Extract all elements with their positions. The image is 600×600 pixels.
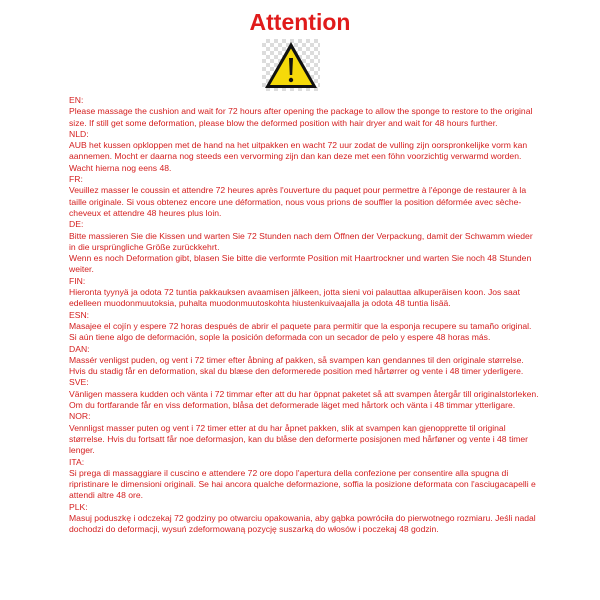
section-text-fr: Veuillez masser le coussin et attendre 72 heures après l'ouverture du paquet pour permettre à l'éponge de restaurer à la taille originale. Si vous obtenez encore une déformation, nous vous prions de souffler la position déformée avec sèche-cheveux et attendre 48 heures plus loin. [69, 185, 527, 218]
section-code-fr: FR: [69, 174, 83, 185]
section-text-sve: Vänligen massera kudden och vänta i 72 timmar efter att du har öppnat paketet så att svampen återgår till originalstorleken. Om du fortfarande får en viss deformation, blåsa det deformerade läget med hårtork och vänta i 48 timmar ytterligare. [69, 388, 539, 411]
section-text-de: Bitte massieren Sie die Kissen und warten Sie 72 Stunden nach dem Öffnen der Verpackung, damit der Schwamm wieder in die ursprüngliche Größe zurückkehrt. [69, 230, 533, 252]
section-text-nor: Vennligst masser puten og vent i 72 timer etter at du har åpnet pakken, slik at svampen kan gjenopprette til original størrelse. Hvis du fortsatt får noe deformasjon, kan du blåse den deformerte posisjonen med hårføner og vente i 48 timer lenger. [69, 422, 529, 456]
section-text-dan: Massér venligst puden, og vent i 72 timer efter åbning af pakken, så svampen kan gendannes til den originale størrelse. Hvis du stadig får en deformation, skal du blæse den deformerede position med hårtørrer og vente i 48 timer yderligere. [69, 354, 524, 377]
section-code-dan: DAN: [69, 343, 90, 354]
section-code-nld: NLD: [69, 128, 89, 139]
section-text-esn: Masajee el cojín y espere 72 horas después de abrir el paquete para permitir que la esponja recupere su tamaño original. Si aún tiene algo de deformación, sople la posición deformada con un secador de pelo y espere 48 horas más. [69, 320, 532, 343]
section-text-ita: Si prega di massaggiare il cuscino e attendere 72 ore dopo l'apertura della confezione per consentire alla spugna di ripristinare le dimensioni originali. Se hai ancora qualche deformazione, soffia la posizione deformata con l'asciugacapelli e attendi altre 48 ore. [69, 467, 536, 501]
section-text-plk: Masuj poduszkę i odczekaj 72 godziny po otwarciu opakowania, aby gąbka powróciła do pierwotnego rozmiaru. Jeśli nadal dochodzi do deformacji, wysuń zdeformowaną pozycję suszarką do włosów i poczekaj 48 godzin. [69, 512, 536, 535]
warning-sign [262, 39, 320, 91]
section-code-en: EN: [69, 95, 84, 105]
page-title: Attention [249, 9, 351, 35]
section-code-fin: FIN: [69, 275, 86, 286]
multilingual-instructions [69, 95, 539, 536]
section-code-nor: NOR: [69, 411, 91, 422]
section-text-fin: Hieronta tyynyä ja odota 72 tuntia pakkauksen avaamisen jälkeen, jotta sieni voi palauttaa alkuperäisen koon. Jos saat edelleen muodonmuutoksia, puhalta muodonmuutoskohta hiustenkuivaajalla ja odota 48 tuntia lisää. [69, 287, 520, 309]
section-code-ita: ITA: [69, 456, 85, 467]
section-text-nld: AUB het kussen opkloppen met de hand na het uitpakken en wacht 72 uur zodat de vulling zijn oorspronkelijke vorm kan aannemen. Mocht er daarna nog steeds een vervorming zijn dan kan deze met een föhn voorzichtig verwarmd worden. Wacht hierna nog eens 48. [69, 140, 528, 173]
section-code-plk: PLK: [69, 501, 88, 512]
section-code-de: DE: [69, 219, 84, 230]
warning-triangle-icon [262, 39, 320, 91]
section-text-de-2: Wenn es noch Deformation gibt, blasen Sie bitte die verformte Position mit Haartrockner und warten Sie noch 48 Stunden weiter. [69, 253, 532, 275]
section-code-sve: SVE: [69, 377, 89, 388]
section-text-en: Please massage the cushion and wait for 72 hours after opening the package to allow the sponge to restore to the original size. If still get some deformation, please blow the deformed position with hair dryer and wait for 48 hours further. [69, 106, 533, 128]
section-code-esn: ESN: [69, 309, 90, 320]
